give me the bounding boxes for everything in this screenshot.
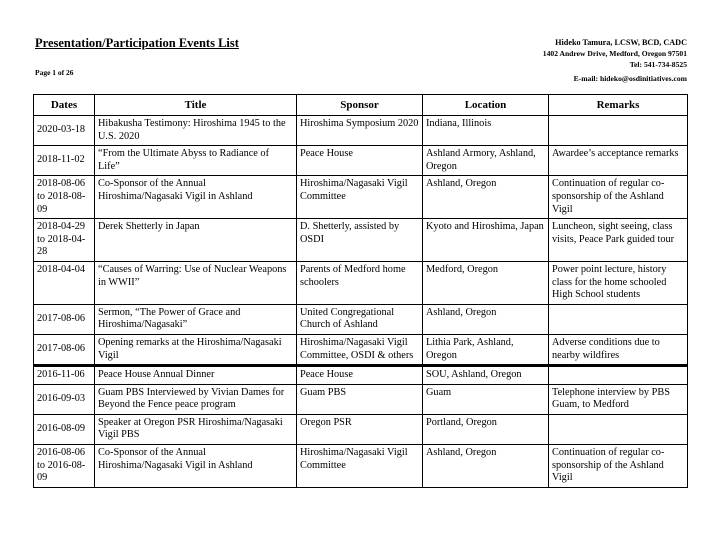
column-header-sponsor: Sponsor [297,95,423,116]
date-cell: 2016-08-09 [34,414,95,444]
title-cell: Co-Sponsor of the Annual Hiroshima/Nagasaki Vigil in Ashland [95,176,297,219]
location-cell: Ashland, Oregon [423,304,549,334]
remarks-cell [549,414,688,444]
table-row [34,445,688,488]
remarks-cell [549,116,688,146]
date-cell: 2016-09-03 [34,384,95,414]
table-header-row [34,95,688,116]
sponsor-cell: Parents of Medford home schoolers [297,261,423,304]
remarks-cell [549,304,688,334]
date-cell: 2017-08-06 [34,304,95,334]
remarks-cell: Power point lecture, history class for the home schooled High School students [549,261,688,304]
date-cell: 2016-11-06 [34,366,95,385]
remarks-cell: Telephone interview by PBS Guam, to Medford [549,384,688,414]
remarks-cell: Continuation of regular co-sponsorship of the Ashland Vigil [549,445,688,488]
table-row [34,366,688,385]
sponsor-cell: Hiroshima/Nagasaki Vigil Committee, OSDI & others [297,334,423,365]
date-cell: 2020-03-18 [34,116,95,146]
table-row [34,176,688,219]
column-header-title: Title [95,95,297,116]
location-cell: Portland, Oregon [423,414,549,444]
title-cell: Hibakusha Testimony: Hiroshima 1945 to the U.S. 2020 [95,116,297,146]
table-row [34,116,688,146]
table-row [34,304,688,334]
remarks-cell: Luncheon, sight seeing, class visits, Peace Park guided tour [549,219,688,262]
title-cell: Co-Sponsor of the Annual Hiroshima/Nagasaki Vigil in Ashland [95,445,297,488]
events-table [33,94,688,488]
table-row [34,384,688,414]
table-row [34,219,688,262]
sponsor-cell: Oregon PSR [297,414,423,444]
contact-address: 1402 Andrew Drive, Medford, Oregon 97501 [542,48,687,58]
title-cell: Sermon, “The Power of Grace and Hiroshima/Nagasaki” [95,304,297,334]
title-cell: Speaker at Oregon PSR Hiroshima/Nagasaki Vigil PBS [95,414,297,444]
sponsor-cell: United Congregational Church of Ashland [297,304,423,334]
location-cell: Indiana, Illinois [423,116,549,146]
date-cell: 2017-08-06 [34,334,95,365]
location-cell: SOU, Ashland, Oregon [423,366,549,385]
title-cell: Opening remarks at the Hiroshima/Nagasaki Vigil [95,334,297,365]
location-cell: Lithia Park, Ashland, Oregon [423,334,549,365]
remarks-cell: Awardee’s acceptance remarks [549,146,688,176]
contact-block [543,38,687,85]
sponsor-cell: D. Shetterly, assisted by OSDI [297,219,423,262]
remarks-cell [549,366,688,385]
contact-email: E-mail: hideko@osdinitiatives.com [573,74,687,84]
contact-telephone: Tel: 541-734-8525 [629,59,687,69]
sponsor-cell: Hiroshima Symposium 2020 [297,116,423,146]
column-header-location: Location [423,95,549,116]
table-row [34,261,688,304]
page-number: Page 1 of 26 [35,68,74,77]
contact-name: Hideko Tamura, LCSW, BCD, CADC [555,38,687,47]
title-cell: Peace House Annual Dinner [95,366,297,385]
table-row [34,414,688,444]
table-row [34,334,688,365]
date-cell: 2018-08-06 to 2018-08-09 [34,176,95,219]
date-cell: 2018-04-04 [34,261,95,304]
title-cell: Derek Shetterly in Japan [95,219,297,262]
location-cell: Ashland, Oregon [423,176,549,219]
title-cell: Guam PBS Interviewed by Vivian Dames for Beyond the Fence peace program [95,384,297,414]
location-cell: Ashland Armory, Ashland, Oregon [423,146,549,176]
document-title: Presentation/Participation Events List [35,36,239,50]
sponsor-cell: Hiroshima/Nagasaki Vigil Committee [297,176,423,219]
location-cell: Medford, Oregon [423,261,549,304]
location-cell: Ashland, Oregon [423,445,549,488]
date-cell: 2016-08-06 to 2016-08-09 [34,445,95,488]
title-cell: “Causes of Warring: Use of Nuclear Weapons in WWII” [95,261,297,304]
sponsor-cell: Hiroshima/Nagasaki Vigil Committee [297,445,423,488]
sponsor-cell: Peace House [297,366,423,385]
remarks-cell: Adverse conditions due to nearby wildfires [549,334,688,365]
table-row [34,146,688,176]
location-cell: Guam [423,384,549,414]
sponsor-cell: Guam PBS [297,384,423,414]
title-cell: “From the Ultimate Abyss to Radiance of Life” [95,146,297,176]
remarks-cell: Continuation of regular co-sponsorship of the Ashland Vigil [549,176,688,219]
sponsor-cell: Peace House [297,146,423,176]
location-cell: Kyoto and Hiroshima, Japan [423,219,549,262]
date-cell: 2018-11-02 [34,146,95,176]
column-header-dates: Dates [34,95,95,116]
date-cell: 2018-04-29 to 2018-04-28 [34,219,95,262]
column-header-remarks: Remarks [549,95,688,116]
